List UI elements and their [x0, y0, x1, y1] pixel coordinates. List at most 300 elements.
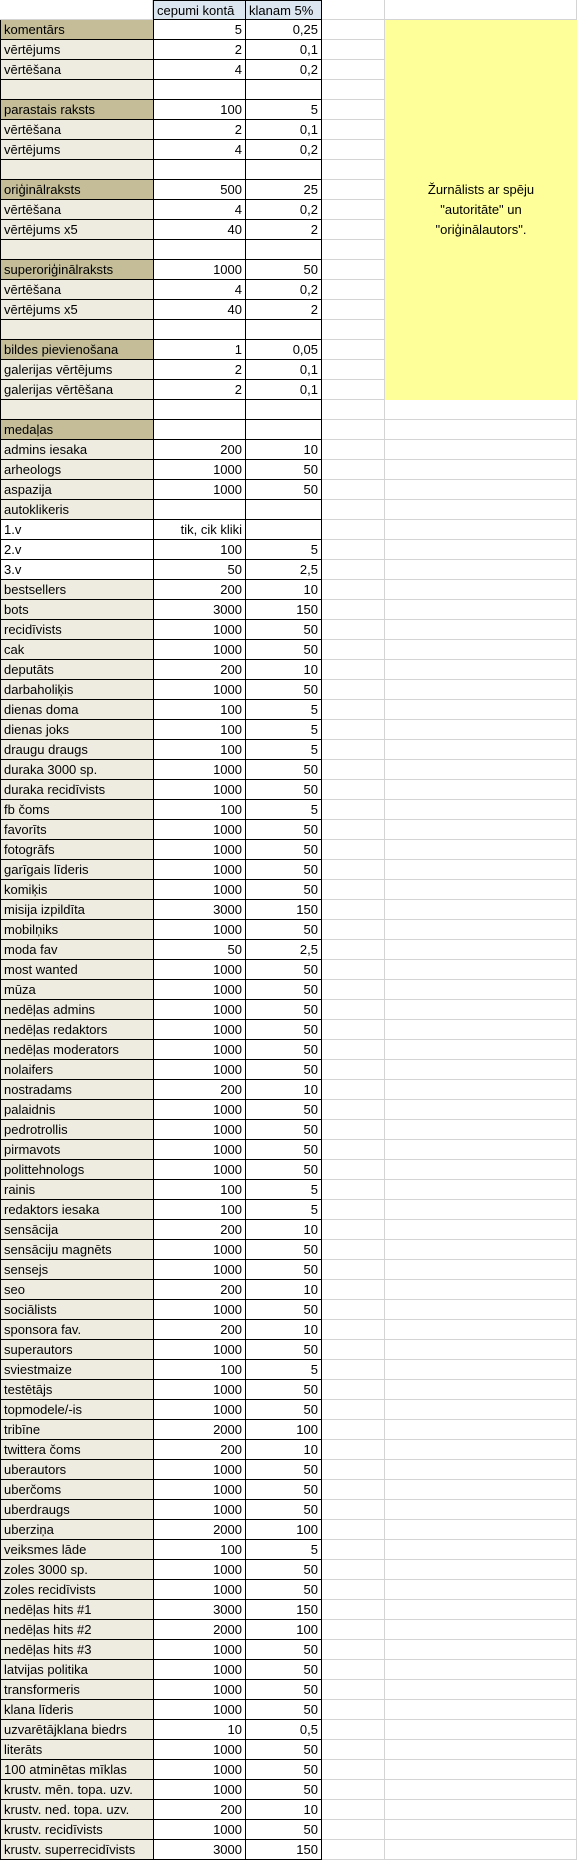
row-label-cell[interactable]: vērtēšana — [0, 60, 153, 80]
klanam-cell[interactable]: 5 — [245, 800, 322, 820]
empty-cell[interactable] — [322, 1640, 385, 1660]
row-label-cell[interactable]: recidīvists — [0, 620, 153, 640]
klanam-cell[interactable]: 0,2 — [245, 60, 322, 80]
cepumi-cell[interactable] — [153, 80, 245, 100]
row-label-cell[interactable]: krustv. superrecidīvists — [0, 1840, 153, 1860]
row-label-cell[interactable]: sviestmaize — [0, 1360, 153, 1380]
empty-cell[interactable] — [322, 1740, 385, 1760]
row-label-cell[interactable]: nedēļas hits #2 — [0, 1620, 153, 1640]
empty-cell[interactable] — [385, 780, 577, 800]
klanam-cell[interactable]: 50 — [245, 1380, 322, 1400]
empty-cell[interactable] — [322, 620, 385, 640]
cepumi-cell[interactable]: 1000 — [153, 780, 245, 800]
empty-cell[interactable] — [322, 320, 385, 340]
row-label-cell[interactable]: nostradams — [0, 1080, 153, 1100]
empty-cell[interactable] — [385, 1020, 577, 1040]
note-box[interactable] — [385, 20, 577, 400]
cepumi-cell[interactable]: 50 — [153, 940, 245, 960]
klanam-cell[interactable]: 150 — [245, 1840, 322, 1860]
klanam-cell[interactable]: 10 — [245, 1320, 322, 1340]
klanam-cell[interactable]: 10 — [245, 1220, 322, 1240]
cepumi-cell[interactable]: 100 — [153, 1200, 245, 1220]
klanam-cell[interactable]: 50 — [245, 1680, 322, 1700]
row-label-cell[interactable]: deputāts — [0, 660, 153, 680]
empty-cell[interactable] — [385, 860, 577, 880]
row-label-cell[interactable]: vērtējums x5 — [0, 220, 153, 240]
empty-cell[interactable] — [385, 480, 577, 500]
cepumi-cell[interactable]: 1000 — [153, 1740, 245, 1760]
cepumi-cell[interactable]: 1000 — [153, 1020, 245, 1040]
row-label-cell[interactable]: nedēļas hits #1 — [0, 1600, 153, 1620]
empty-cell[interactable] — [322, 1760, 385, 1780]
cepumi-cell[interactable]: 1000 — [153, 480, 245, 500]
empty-cell[interactable] — [322, 1020, 385, 1040]
cepumi-cell[interactable]: 100 — [153, 700, 245, 720]
klanam-cell[interactable]: 2 — [245, 300, 322, 320]
cepumi-cell[interactable]: 1000 — [153, 1100, 245, 1120]
klanam-cell[interactable]: 50 — [245, 1760, 322, 1780]
row-label-cell[interactable]: pirmavots — [0, 1140, 153, 1160]
row-label-cell[interactable]: vērtēšana — [0, 120, 153, 140]
cepumi-cell[interactable]: 2000 — [153, 1620, 245, 1640]
row-label-cell[interactable]: nedēļas admins — [0, 1000, 153, 1020]
empty-cell[interactable] — [385, 1800, 577, 1820]
row-label-cell[interactable]: uberčoms — [0, 1480, 153, 1500]
row-label-cell[interactable]: draugu draugs — [0, 740, 153, 760]
empty-cell[interactable] — [385, 1320, 577, 1340]
klanam-cell[interactable] — [245, 240, 322, 260]
row-label-cell[interactable]: darbaholiķis — [0, 680, 153, 700]
row-label-cell[interactable]: medaļas — [0, 420, 153, 440]
row-label-cell[interactable]: nolaifers — [0, 1060, 153, 1080]
klanam-cell[interactable]: 0,05 — [245, 340, 322, 360]
row-label-cell[interactable]: 2.v — [0, 540, 153, 560]
cepumi-cell[interactable]: 1000 — [153, 1780, 245, 1800]
empty-cell[interactable] — [322, 160, 385, 180]
klanam-cell[interactable]: 50 — [245, 1460, 322, 1480]
empty-cell[interactable] — [322, 300, 385, 320]
empty-cell[interactable] — [322, 460, 385, 480]
header-cell-klanam[interactable]: klanam 5% — [245, 0, 322, 20]
row-label-cell[interactable]: parastais raksts — [0, 100, 153, 120]
cepumi-cell[interactable]: 4 — [153, 200, 245, 220]
row-label-cell[interactable]: vērtēšana — [0, 280, 153, 300]
empty-cell[interactable] — [385, 940, 577, 960]
empty-cell[interactable] — [385, 1340, 577, 1360]
klanam-cell[interactable]: 50 — [245, 1000, 322, 1020]
cepumi-cell[interactable]: 200 — [153, 440, 245, 460]
empty-cell[interactable] — [322, 60, 385, 80]
row-label-cell[interactable] — [0, 320, 153, 340]
row-label-cell[interactable]: fb čoms — [0, 800, 153, 820]
klanam-cell[interactable]: 150 — [245, 1600, 322, 1620]
empty-cell[interactable] — [322, 1140, 385, 1160]
empty-cell[interactable] — [385, 1460, 577, 1480]
klanam-cell[interactable] — [245, 420, 322, 440]
empty-cell[interactable] — [322, 1660, 385, 1680]
empty-cell[interactable] — [322, 1520, 385, 1540]
empty-cell[interactable] — [385, 1120, 577, 1140]
empty-cell[interactable] — [322, 1300, 385, 1320]
row-label-cell[interactable] — [0, 80, 153, 100]
empty-cell[interactable] — [322, 120, 385, 140]
empty-cell[interactable] — [322, 240, 385, 260]
empty-cell[interactable] — [385, 1040, 577, 1060]
row-label-cell[interactable]: arheologs — [0, 460, 153, 480]
cepumi-cell[interactable]: 1000 — [153, 1380, 245, 1400]
empty-cell[interactable] — [385, 1480, 577, 1500]
cepumi-cell[interactable]: 1000 — [153, 1340, 245, 1360]
row-label-cell[interactable] — [0, 160, 153, 180]
row-label-cell[interactable]: sensāciju magnēts — [0, 1240, 153, 1260]
cepumi-cell[interactable]: 100 — [153, 1360, 245, 1380]
empty-cell[interactable] — [385, 820, 577, 840]
empty-cell[interactable] — [385, 640, 577, 660]
row-label-cell[interactable]: oriģinālraksts — [0, 180, 153, 200]
klanam-cell[interactable]: 50 — [245, 1340, 322, 1360]
cepumi-cell[interactable]: 3000 — [153, 1600, 245, 1620]
klanam-cell[interactable]: 0,25 — [245, 20, 322, 40]
klanam-cell[interactable]: 5 — [245, 720, 322, 740]
empty-cell[interactable] — [385, 1380, 577, 1400]
row-label-cell[interactable]: vērtējums x5 — [0, 300, 153, 320]
row-label-cell[interactable]: krustv. recidīvists — [0, 1820, 153, 1840]
klanam-cell[interactable]: 10 — [245, 1280, 322, 1300]
header-cell-d[interactable] — [322, 0, 385, 20]
cepumi-cell[interactable]: 500 — [153, 180, 245, 200]
klanam-cell[interactable]: 0,2 — [245, 140, 322, 160]
klanam-cell[interactable]: 50 — [245, 1140, 322, 1160]
klanam-cell[interactable]: 50 — [245, 1160, 322, 1180]
cepumi-cell[interactable]: tik, cik kliki — [153, 520, 245, 540]
empty-cell[interactable] — [385, 1600, 577, 1620]
empty-cell[interactable] — [322, 720, 385, 740]
klanam-cell[interactable]: 10 — [245, 1800, 322, 1820]
row-label-cell[interactable]: zoles recidīvists — [0, 1580, 153, 1600]
empty-cell[interactable] — [385, 1500, 577, 1520]
cepumi-cell[interactable]: 40 — [153, 220, 245, 240]
cepumi-cell[interactable]: 1000 — [153, 260, 245, 280]
row-label-cell[interactable]: admins iesaka — [0, 440, 153, 460]
empty-cell[interactable] — [322, 20, 385, 40]
empty-cell[interactable] — [322, 980, 385, 1000]
row-label-cell[interactable]: duraka 3000 sp. — [0, 760, 153, 780]
cepumi-cell[interactable]: 2 — [153, 380, 245, 400]
empty-cell[interactable] — [322, 260, 385, 280]
empty-cell[interactable] — [385, 1660, 577, 1680]
klanam-cell[interactable]: 5 — [245, 700, 322, 720]
klanam-cell[interactable]: 50 — [245, 860, 322, 880]
row-label-cell[interactable]: galerijas vērtēšana — [0, 380, 153, 400]
cepumi-cell[interactable]: 100 — [153, 740, 245, 760]
row-label-cell[interactable]: vērtējums — [0, 40, 153, 60]
cepumi-cell[interactable]: 2000 — [153, 1420, 245, 1440]
row-label-cell[interactable]: testētājs — [0, 1380, 153, 1400]
empty-cell[interactable] — [322, 1160, 385, 1180]
empty-cell[interactable] — [322, 340, 385, 360]
klanam-cell[interactable]: 0,2 — [245, 280, 322, 300]
klanam-cell[interactable]: 50 — [245, 920, 322, 940]
row-label-cell[interactable]: duraka recidīvists — [0, 780, 153, 800]
cepumi-cell[interactable]: 5 — [153, 20, 245, 40]
row-label-cell[interactable]: krustv. mēn. topa. uzv. — [0, 1780, 153, 1800]
empty-cell[interactable] — [322, 880, 385, 900]
row-label-cell[interactable]: galerijas vērtējums — [0, 360, 153, 380]
row-label-cell[interactable]: mobilņiks — [0, 920, 153, 940]
row-label-cell[interactable]: redaktors iesaka — [0, 1200, 153, 1220]
empty-cell[interactable] — [322, 1820, 385, 1840]
empty-cell[interactable] — [322, 1620, 385, 1640]
empty-cell[interactable] — [322, 40, 385, 60]
row-label-cell[interactable]: krustv. ned. topa. uzv. — [0, 1800, 153, 1820]
cepumi-cell[interactable]: 100 — [153, 540, 245, 560]
empty-cell[interactable] — [322, 1460, 385, 1480]
klanam-cell[interactable]: 5 — [245, 1540, 322, 1560]
row-label-cell[interactable]: superoriģinālraksts — [0, 260, 153, 280]
empty-cell[interactable] — [322, 1680, 385, 1700]
empty-cell[interactable] — [385, 840, 577, 860]
cepumi-cell[interactable]: 1000 — [153, 840, 245, 860]
empty-cell[interactable] — [322, 1180, 385, 1200]
empty-cell[interactable] — [322, 1780, 385, 1800]
cepumi-cell[interactable] — [153, 500, 245, 520]
row-label-cell[interactable]: dienas joks — [0, 720, 153, 740]
cepumi-cell[interactable]: 1000 — [153, 1060, 245, 1080]
klanam-cell[interactable]: 50 — [245, 760, 322, 780]
klanam-cell[interactable] — [245, 500, 322, 520]
empty-cell[interactable] — [322, 600, 385, 620]
empty-cell[interactable] — [385, 420, 577, 440]
row-label-cell[interactable]: pedrotrollis — [0, 1120, 153, 1140]
klanam-cell[interactable]: 5 — [245, 1180, 322, 1200]
row-label-cell[interactable]: rainis — [0, 1180, 153, 1200]
klanam-cell[interactable]: 50 — [245, 460, 322, 480]
empty-cell[interactable] — [322, 1600, 385, 1620]
cepumi-cell[interactable]: 1000 — [153, 1120, 245, 1140]
klanam-cell[interactable]: 0,1 — [245, 360, 322, 380]
cepumi-cell[interactable]: 200 — [153, 1440, 245, 1460]
row-label-cell[interactable]: veiksmes lāde — [0, 1540, 153, 1560]
cepumi-cell[interactable]: 100 — [153, 100, 245, 120]
cepumi-cell[interactable]: 1000 — [153, 860, 245, 880]
empty-cell[interactable] — [322, 1240, 385, 1260]
empty-cell[interactable] — [385, 920, 577, 940]
klanam-cell[interactable] — [245, 520, 322, 540]
empty-cell[interactable] — [322, 280, 385, 300]
cepumi-cell[interactable]: 3000 — [153, 1840, 245, 1860]
empty-cell[interactable] — [385, 460, 577, 480]
empty-cell[interactable] — [322, 740, 385, 760]
header-cell-cepumi[interactable]: cepumi kontā — [153, 0, 245, 20]
klanam-cell[interactable]: 5 — [245, 540, 322, 560]
empty-cell[interactable] — [322, 540, 385, 560]
empty-cell[interactable] — [385, 1400, 577, 1420]
cepumi-cell[interactable] — [153, 420, 245, 440]
empty-cell[interactable] — [385, 1700, 577, 1720]
empty-cell[interactable] — [322, 480, 385, 500]
cepumi-cell[interactable]: 200 — [153, 1080, 245, 1100]
cepumi-cell[interactable]: 1000 — [153, 1680, 245, 1700]
empty-cell[interactable] — [385, 1260, 577, 1280]
cepumi-cell[interactable]: 4 — [153, 280, 245, 300]
row-label-cell[interactable]: uberautors — [0, 1460, 153, 1480]
empty-cell[interactable] — [322, 420, 385, 440]
klanam-cell[interactable] — [245, 160, 322, 180]
empty-cell[interactable] — [322, 1840, 385, 1860]
klanam-cell[interactable]: 50 — [245, 1100, 322, 1120]
empty-cell[interactable] — [385, 1540, 577, 1560]
klanam-cell[interactable]: 50 — [245, 1480, 322, 1500]
klanam-cell[interactable]: 50 — [245, 620, 322, 640]
empty-cell[interactable] — [322, 500, 385, 520]
klanam-cell[interactable]: 50 — [245, 1240, 322, 1260]
empty-cell[interactable] — [385, 1060, 577, 1080]
row-label-cell[interactable]: aspazija — [0, 480, 153, 500]
empty-cell[interactable] — [322, 560, 385, 580]
row-label-cell[interactable]: 3.v — [0, 560, 153, 580]
klanam-cell[interactable]: 50 — [245, 1580, 322, 1600]
cepumi-cell[interactable]: 1000 — [153, 760, 245, 780]
empty-cell[interactable] — [385, 1640, 577, 1660]
cepumi-cell[interactable]: 1000 — [153, 1660, 245, 1680]
cepumi-cell[interactable]: 2 — [153, 40, 245, 60]
cepumi-cell[interactable]: 1000 — [153, 1820, 245, 1840]
cepumi-cell[interactable]: 1000 — [153, 1640, 245, 1660]
empty-cell[interactable] — [322, 800, 385, 820]
row-label-cell[interactable]: cak — [0, 640, 153, 660]
cepumi-cell[interactable]: 1000 — [153, 1460, 245, 1480]
empty-cell[interactable] — [322, 1040, 385, 1060]
cepumi-cell[interactable]: 1000 — [153, 1300, 245, 1320]
empty-cell[interactable] — [322, 220, 385, 240]
cepumi-cell[interactable]: 1000 — [153, 620, 245, 640]
empty-cell[interactable] — [322, 380, 385, 400]
cepumi-cell[interactable]: 1000 — [153, 680, 245, 700]
cepumi-cell[interactable]: 100 — [153, 1180, 245, 1200]
klanam-cell[interactable]: 50 — [245, 1780, 322, 1800]
row-label-cell[interactable]: transformeris — [0, 1680, 153, 1700]
cepumi-cell[interactable]: 50 — [153, 560, 245, 580]
row-label-cell[interactable]: misija izpildīta — [0, 900, 153, 920]
row-label-cell[interactable]: sensācija — [0, 1220, 153, 1240]
cepumi-cell[interactable]: 1000 — [153, 960, 245, 980]
empty-cell[interactable] — [385, 540, 577, 560]
empty-cell[interactable] — [322, 780, 385, 800]
klanam-cell[interactable]: 50 — [245, 480, 322, 500]
row-label-cell[interactable]: topmodele/-is — [0, 1400, 153, 1420]
klanam-cell[interactable]: 5 — [245, 100, 322, 120]
row-label-cell[interactable]: dienas doma — [0, 700, 153, 720]
cepumi-cell[interactable]: 1000 — [153, 820, 245, 840]
empty-cell[interactable] — [322, 900, 385, 920]
empty-cell[interactable] — [385, 700, 577, 720]
empty-cell[interactable] — [385, 1000, 577, 1020]
empty-cell[interactable] — [385, 760, 577, 780]
empty-cell[interactable] — [385, 1780, 577, 1800]
empty-cell[interactable] — [385, 1100, 577, 1120]
row-label-cell[interactable]: polittehnologs — [0, 1160, 153, 1180]
empty-cell[interactable] — [322, 80, 385, 100]
cepumi-cell[interactable]: 1000 — [153, 1040, 245, 1060]
empty-cell[interactable] — [322, 180, 385, 200]
cepumi-cell[interactable]: 200 — [153, 1280, 245, 1300]
row-label-cell[interactable]: palaidnis — [0, 1100, 153, 1120]
klanam-cell[interactable]: 0,5 — [245, 1720, 322, 1740]
klanam-cell[interactable]: 5 — [245, 1200, 322, 1220]
empty-cell[interactable] — [385, 980, 577, 1000]
cepumi-cell[interactable]: 1000 — [153, 1580, 245, 1600]
row-label-cell[interactable]: komiķis — [0, 880, 153, 900]
empty-cell[interactable] — [385, 1620, 577, 1640]
row-label-cell[interactable] — [0, 400, 153, 420]
header-cell-e[interactable] — [385, 0, 577, 20]
row-label-cell[interactable]: sensejs — [0, 1260, 153, 1280]
cepumi-cell[interactable]: 1000 — [153, 460, 245, 480]
row-label-cell[interactable]: komentārs — [0, 20, 153, 40]
empty-cell[interactable] — [385, 1760, 577, 1780]
klanam-cell[interactable]: 50 — [245, 1300, 322, 1320]
cepumi-cell[interactable]: 1000 — [153, 1000, 245, 1020]
klanam-cell[interactable]: 10 — [245, 1440, 322, 1460]
empty-cell[interactable] — [322, 1320, 385, 1340]
klanam-cell[interactable] — [245, 320, 322, 340]
cepumi-cell[interactable]: 1000 — [153, 980, 245, 1000]
cepumi-cell[interactable] — [153, 240, 245, 260]
klanam-cell[interactable]: 2,5 — [245, 940, 322, 960]
row-label-cell[interactable]: literāts — [0, 1740, 153, 1760]
cepumi-cell[interactable] — [153, 400, 245, 420]
row-label-cell[interactable]: favorīts — [0, 820, 153, 840]
cepumi-cell[interactable]: 100 — [153, 1540, 245, 1560]
klanam-cell[interactable]: 5 — [245, 740, 322, 760]
klanam-cell[interactable]: 10 — [245, 1080, 322, 1100]
empty-cell[interactable] — [385, 400, 577, 420]
empty-cell[interactable] — [385, 1520, 577, 1540]
empty-cell[interactable] — [385, 800, 577, 820]
empty-cell[interactable] — [322, 1220, 385, 1240]
row-label-cell[interactable]: sponsora fav. — [0, 1320, 153, 1340]
empty-cell[interactable] — [385, 720, 577, 740]
klanam-cell[interactable]: 50 — [245, 260, 322, 280]
empty-cell[interactable] — [322, 1480, 385, 1500]
empty-cell[interactable] — [322, 1280, 385, 1300]
empty-cell[interactable] — [322, 920, 385, 940]
klanam-cell[interactable]: 50 — [245, 880, 322, 900]
row-label-cell[interactable]: tribīne — [0, 1420, 153, 1440]
row-label-cell[interactable]: uzvarētājklana biedrs — [0, 1720, 153, 1740]
empty-cell[interactable] — [322, 400, 385, 420]
row-label-cell[interactable]: bots — [0, 600, 153, 620]
empty-cell[interactable] — [385, 580, 577, 600]
row-label-cell[interactable]: klana līderis — [0, 1700, 153, 1720]
empty-cell[interactable] — [385, 1740, 577, 1760]
cepumi-cell[interactable]: 4 — [153, 140, 245, 160]
empty-cell[interactable] — [322, 1380, 385, 1400]
empty-cell[interactable] — [385, 960, 577, 980]
row-label-cell[interactable]: superautors — [0, 1340, 153, 1360]
empty-cell[interactable] — [385, 1300, 577, 1320]
cepumi-cell[interactable]: 100 — [153, 800, 245, 820]
empty-cell[interactable] — [385, 1580, 577, 1600]
row-label-cell[interactable]: bestsellers — [0, 580, 153, 600]
klanam-cell[interactable]: 10 — [245, 440, 322, 460]
klanam-cell[interactable] — [245, 400, 322, 420]
cepumi-cell[interactable]: 2000 — [153, 1520, 245, 1540]
empty-cell[interactable] — [322, 1440, 385, 1460]
row-label-cell[interactable]: most wanted — [0, 960, 153, 980]
empty-cell[interactable] — [322, 940, 385, 960]
empty-cell[interactable] — [322, 1800, 385, 1820]
